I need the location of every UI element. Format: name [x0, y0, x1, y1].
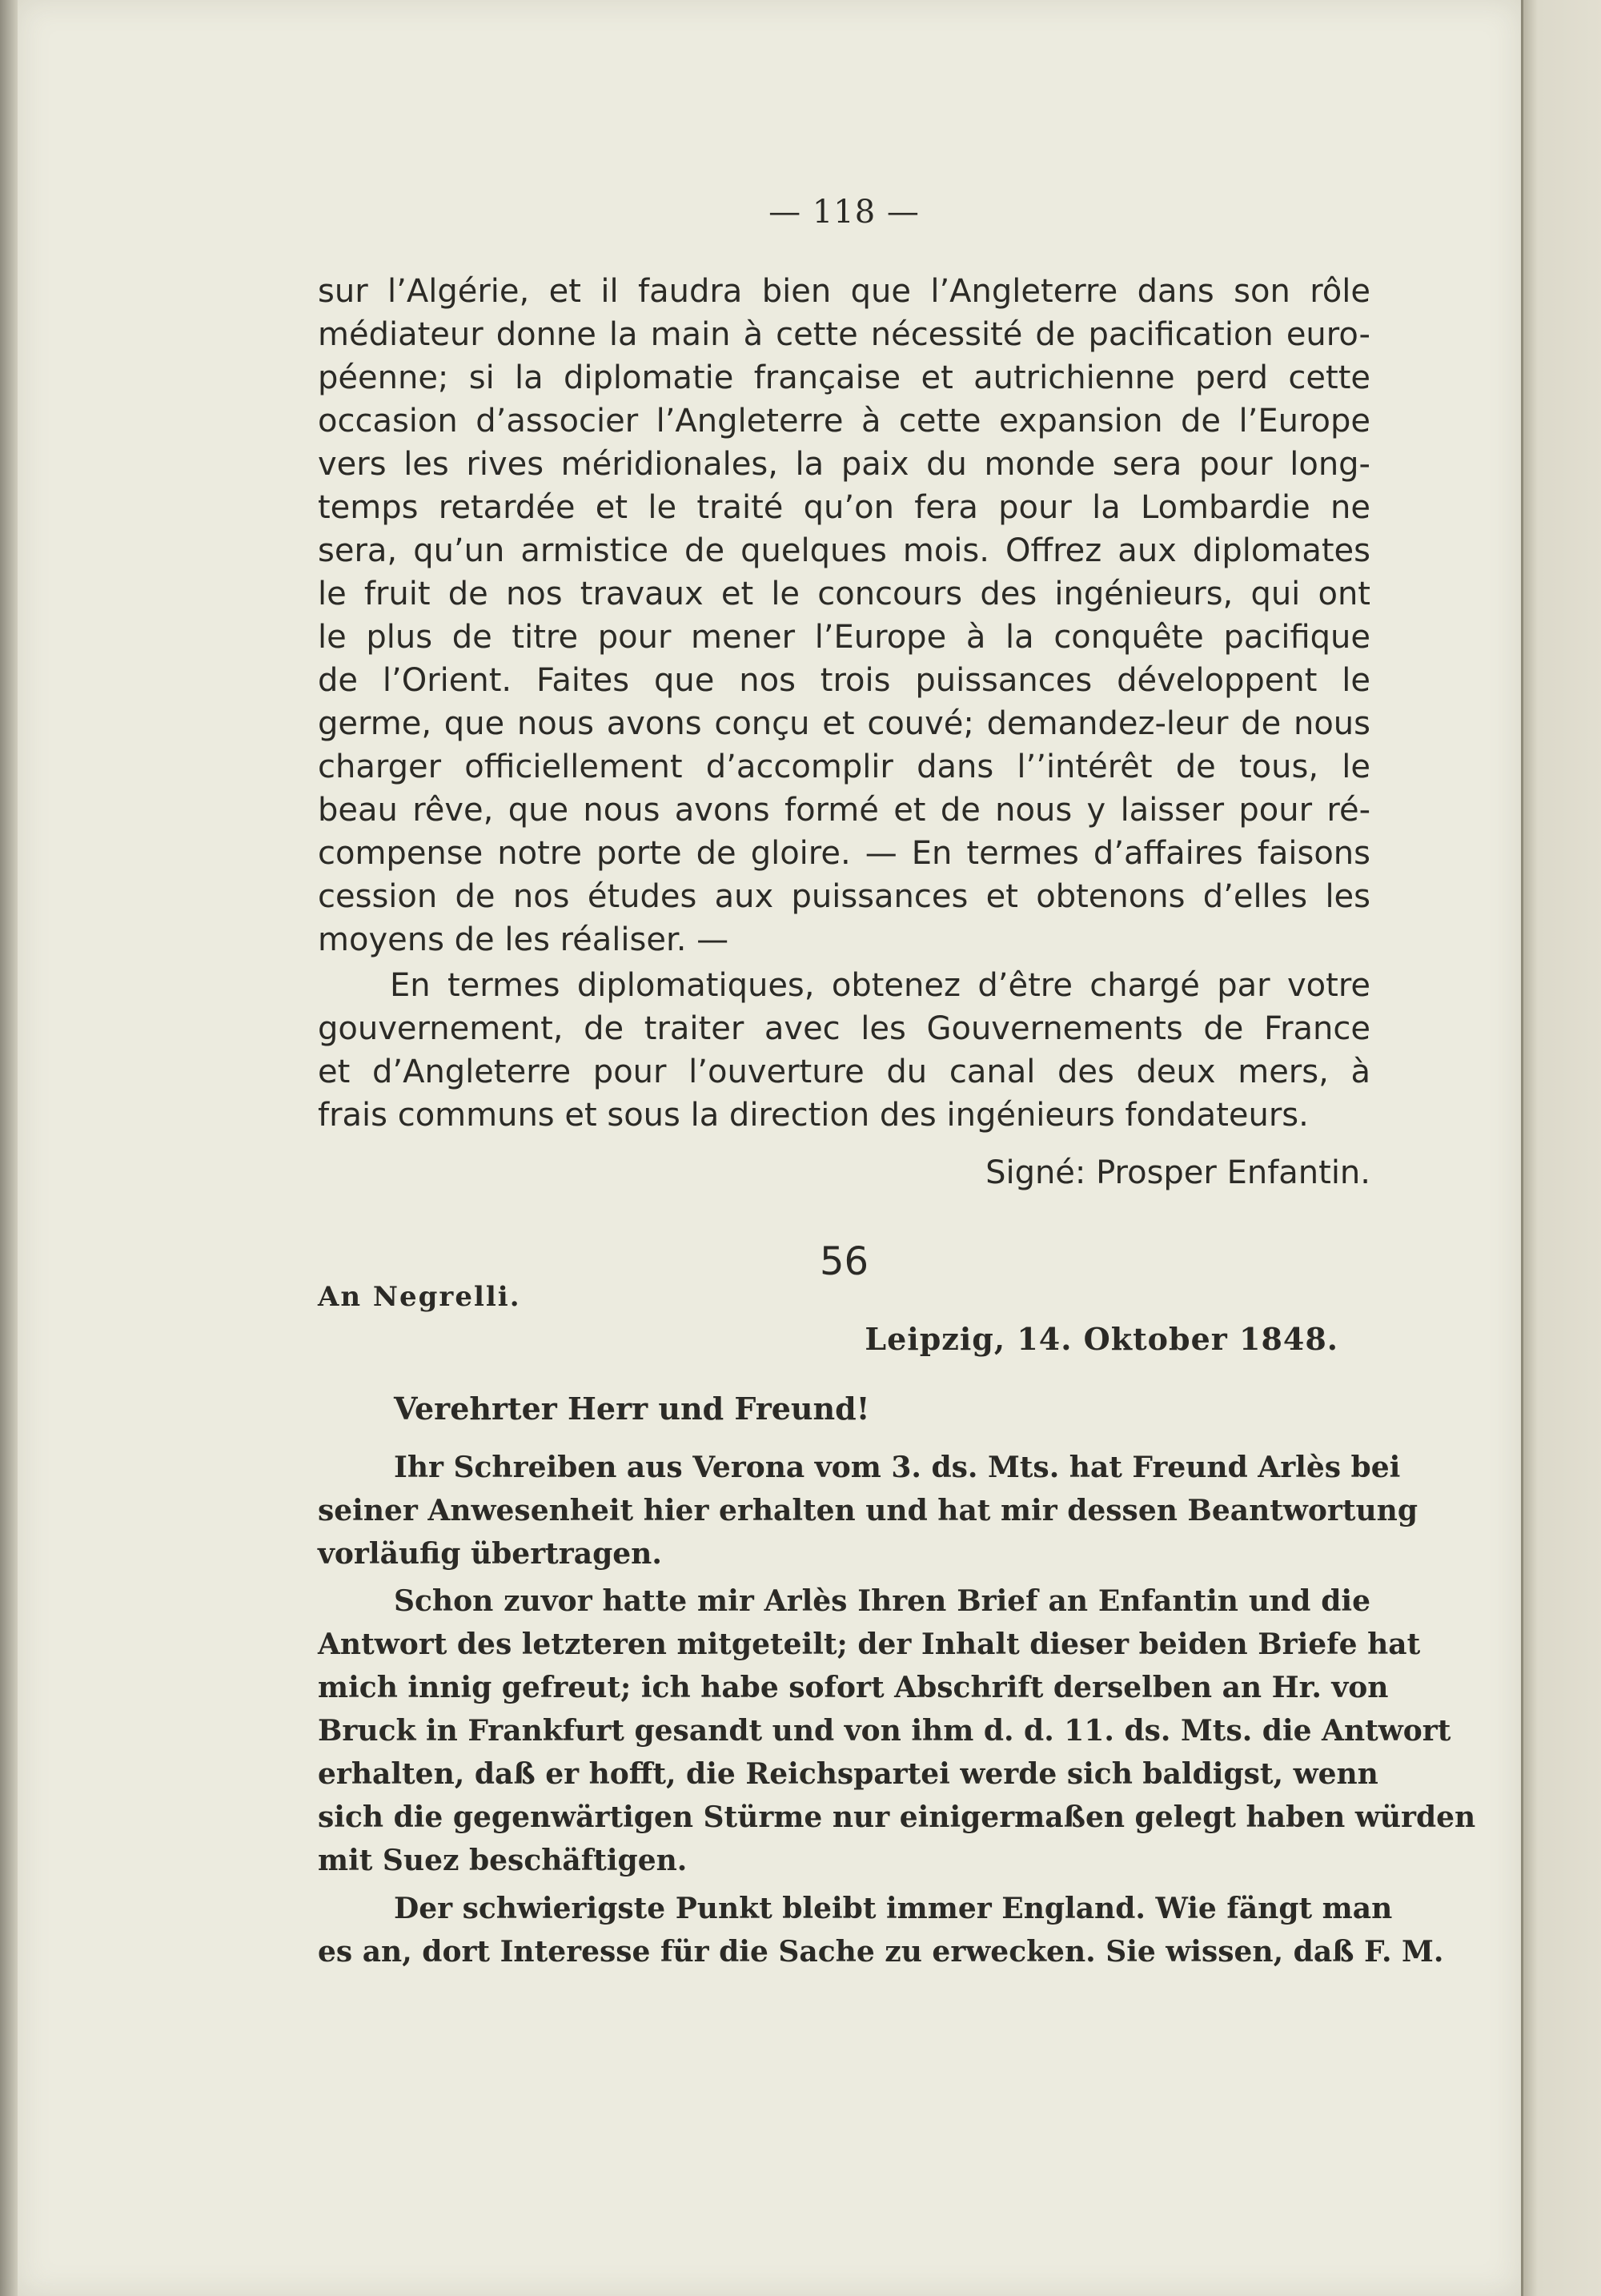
recipient: An Negrelli.: [318, 1281, 521, 1313]
document-number: 56: [819, 1239, 869, 1284]
signature: Signé: Prosper Enfantin.: [985, 1154, 1370, 1191]
french-text-line: moyens de les réaliser. —: [318, 921, 729, 958]
german-text-line: Schon zuvor hatte mir Arlès Ihren Brief an Enfantin und die: [394, 1584, 1370, 1618]
french-text-line: sur l’Algérie, et il faudra bien que l’Angleterre dans son rôle: [318, 273, 1370, 310]
german-text-line: erhalten, daß er hofft, die Reichspartei werde sich baldigst, wenn: [318, 1757, 1378, 1791]
french-text-line: En termes diplomatiques, obtenez d’être chargé par votre: [390, 967, 1370, 1004]
page-number: — 118 —: [768, 194, 920, 231]
salutation: Verehrter Herr und Freund!: [394, 1391, 870, 1427]
scan-left-margin: [0, 0, 18, 2296]
french-text-line: cession de nos études aux puissances et obtenons d’elles les: [318, 878, 1370, 915]
german-text-line: Der schwierigste Punkt bleibt immer England. Wie fängt man: [394, 1892, 1393, 1925]
french-text-line: compense notre porte de gloire. — En termes d’affaires faisons: [318, 835, 1370, 872]
french-text-line: et d’Angleterre pour l’ouverture du canal des deux mers, à: [318, 1054, 1370, 1090]
german-text-line: vorläufig übertragen.: [318, 1537, 662, 1571]
next-page-edge: [1521, 0, 1601, 2296]
book-page: [18, 0, 1521, 2296]
german-text-line: Ihr Schreiben aus Verona vom 3. ds. Mts. hat Freund Arlès bei: [394, 1451, 1401, 1484]
french-text-line: péenne; si la diplomatie française et autrichienne perd cette: [318, 359, 1370, 396]
page-content: [318, 0, 1476, 2296]
german-text-line: seiner Anwesenheit hier erhalten und hat mir dessen Beantwortung: [318, 1494, 1418, 1527]
french-text-line: germe, que nous avons conçu et couvé; demandez-leur de nous: [318, 705, 1370, 742]
french-text-line: charger officiellement d’accomplir dans l’’intérêt de tous, le: [318, 749, 1370, 785]
french-text-line: occasion d’associer l’Angleterre à cette expansion de l’Europe: [318, 403, 1370, 440]
french-text-line: temps retardée et le traité qu’on fera pour la Lombardie ne: [318, 489, 1370, 526]
german-text-line: mit Suez beschäftigen.: [318, 1844, 688, 1877]
german-text-line: sich die gegenwärtigen Stürme nur einigermaßen gelegt haben würden: [318, 1800, 1476, 1834]
german-text-line: es an, dort Interesse für die Sache zu erwecken. Sie wissen, daß F. M.: [318, 1935, 1444, 1969]
german-text-line: mich innig gefreut; ich habe sofort Abschrift derselben an Hr. von: [318, 1671, 1389, 1704]
french-text-line: vers les rives méridionales, la paix du monde sera pour long-: [318, 446, 1370, 483]
french-text-line: frais communs et sous la direction des ingénieurs fondateurs.: [318, 1097, 1309, 1134]
german-text-line: Bruck in Frankfurt gesandt und von ihm d. d. 11. ds. Mts. die Antwort: [318, 1714, 1451, 1748]
french-text-line: sera, qu’un armistice de quelques mois. Offrez aux diplomates: [318, 532, 1370, 569]
german-text-line: Antwort des letzteren mitgeteilt; der Inhalt dieser beiden Briefe hat: [318, 1628, 1421, 1661]
french-text-line: médiateur donne la main à cette nécessité de pacification euro-: [318, 316, 1370, 353]
french-text-line: gouvernement, de traiter avec les Gouvernements de France: [318, 1010, 1370, 1047]
french-text-line: le fruit de nos travaux et le concours des ingénieurs, qui ont: [318, 576, 1370, 612]
french-text-line: de l’Orient. Faites que nos trois puissances développent le: [318, 662, 1370, 699]
french-text-line: le plus de titre pour mener l’Europe à la conquête pacifique: [318, 619, 1370, 656]
french-text-line: beau rêve, que nous avons formé et de nous y laisser pour ré-: [318, 792, 1370, 829]
place-date: Leipzig, 14. Oktober 1848.: [865, 1321, 1338, 1357]
